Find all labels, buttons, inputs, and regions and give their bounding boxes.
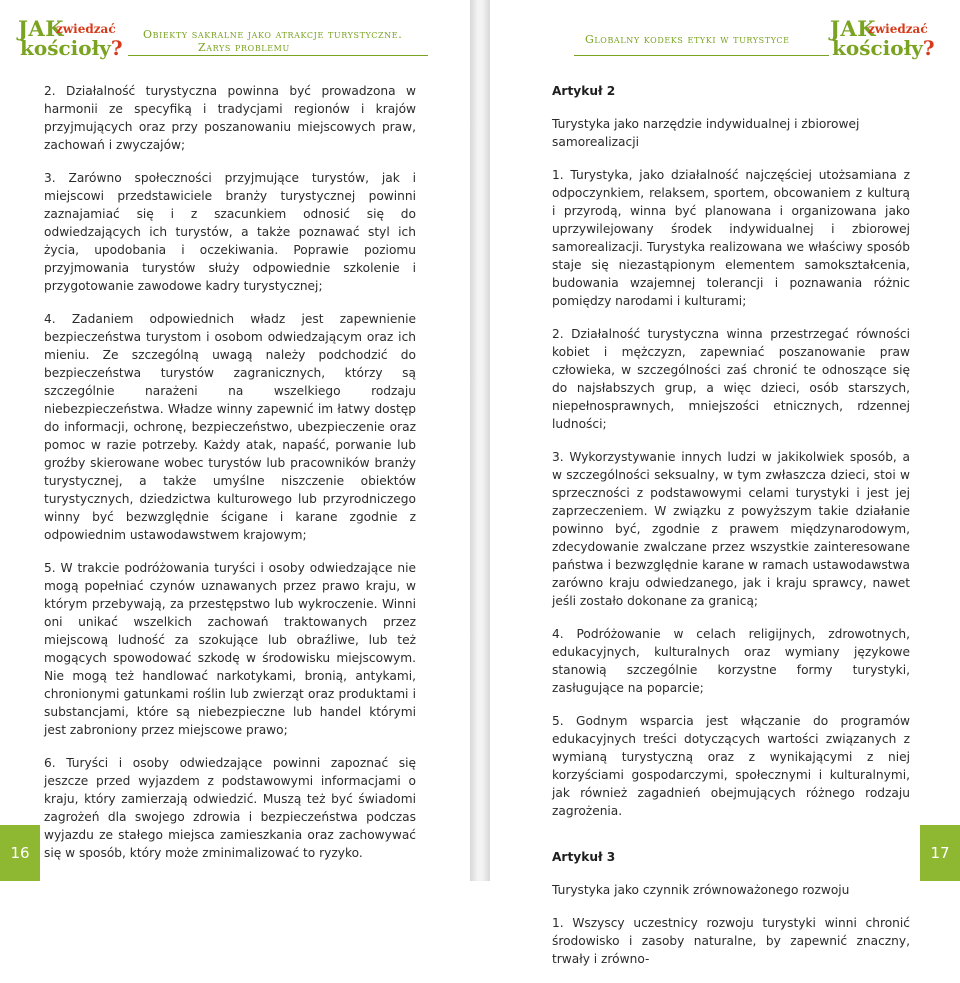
logo-zwiedzac: zwiedzać — [868, 22, 928, 36]
article-3-title: Artykuł 3 — [552, 850, 616, 864]
paragraph: 1. Turystyka, jako działalność najczęściej utożsamiana z odpoczynkiem, relaksem, sportem, obcowaniem z kulturą i przyrodą, winna być planowana i organizowana jako uprzywilejowany środek indywidualnej i zbiorowej samorealizacji. Turystyka realizowana we właściwy sposób staje się niezastąpionym elementem samokształcenia, budowania wzajemnej tolerancji i poznawania różnic pomiędzy narodami i kulturami; — [552, 168, 910, 308]
right-body-text — [552, 82, 910, 983]
logo-jak: JAK — [18, 16, 64, 41]
paragraph: 2. Działalność turystyczna winna przestrzegać równości kobiet i mężczyzn, zapewniać poszanowanie praw człowieka, w szczególności zaś chronić te odnoszące się do najsłabszych grup, a więc dzieci, osób starszych, niepełnosprawnych, mniejszości etnicznych, rdzennej ludności; — [552, 327, 910, 431]
paragraph: 3. Wykorzystywanie innych ludzi w jakikolwiek sposób, a w szczególności seksualny, w tym zwłaszcza dzieci, stoi w sprzeczności z podstawowymi celami turystyki i jest jej zaprzeczeniem. W związku z powyższym takie działanie powinno być, zgodnie z prawem międzynarodowym, zdecydowanie zwalczane przez wszystkie zainteresowane państwa i bezwzględnie karane w ramach ustawodawstwa zarówno kraju odwiedzanego, jak i kraju sprawcy, nawet jeśli zostało dokonane za granicą; — [552, 450, 910, 608]
logo-zwiedzac: zwiedzać — [56, 22, 116, 36]
logo-left — [18, 18, 138, 58]
article-2-subtitle: Turystyka jako narzędzie indywidualnej i zbiorowej samorealizacji — [552, 117, 860, 149]
book-gutter — [470, 0, 490, 881]
left-body-text — [44, 82, 416, 877]
logo-question-mark: ? — [110, 36, 123, 60]
running-header-right: Globalny kodeks etyki w turystyce — [585, 33, 790, 46]
paragraph: 4. Zadaniem odpowiednich władz jest zapewnienie bezpieczeństwa turystom i osobom odwiedzającym oraz ich mieniu. Ze szczególną uwagą należy podchodzić do bezpieczeństwa turystów zagranicznych, którzy są szczególnie narażeni na wszelkiego rodzaju niebezpieczeństwa. Władze winny zapewnić im łatwy dostęp do informacji, ochronę, bezpieczeństwo, ubezpieczenie oraz pomoc w razie potrzeby. Każdy atak, napaść, porwanie lub groźby skierowane wobec turystów lub pracowników branży turystycznej, a także umyślne niszczenie obiektów turystycznych, dziedzictwa kulturowego lub przyrodniczego winny być bezwzględnie ścigane i karane zgodnie z odpowiednim ustawodawstwem krajowym; — [44, 312, 416, 542]
page-number-left: 16 — [0, 825, 40, 881]
paragraph: 2. Działalność turystyczna powinna być prowadzona w harmonii ze specyfiką i tradycjami regionów i krajów przyjmujących oraz przy poszanowaniu miejscowych praw, zachowań i zwyczajów; — [44, 84, 416, 152]
logo-right — [830, 18, 950, 58]
logo-koscioly — [20, 37, 123, 59]
paragraph: 5. Godnym wsparcia jest włączanie do programów edukacyjnych treści dotyczących wartości związanych z wymianą turystyczną oraz z wynikającymi z niej korzyściami gospodarczymi, społecznymi i kulturalnymi, jak również zagadnień obejmujących różnego rodzaju zagrożenia. — [552, 714, 910, 818]
page-number-right: 17 — [920, 825, 960, 881]
paragraph: 3. Zarówno społeczności przyjmujące turystów, jak i miejscowi przedstawiciele branży turystycznej powinni zaznajamiać się i z szacunkiem odnosić się do odwiedzających ich turystów, a także poznawać styl ich życia, upodobania i oczekiwania. Poprawie poziomu przyjmowania turystów służy odpowiednie szkolenie i przygotowanie zawodowe kadry turystycznej; — [44, 171, 416, 293]
running-header-left-line1: Obiekty sakralne jako atrakcje turystyczne. — [143, 28, 403, 41]
logo-koscioly-text: kościoły — [832, 36, 923, 60]
paragraph: 5. W trakcie podróżowania turyści i osoby odwiedzające nie mogą popełniać czynów uznawanych przez prawo kraju, w którym przebywają, za przestępstwo lub wykroczenie. Winni oni unikać wszelkich zachowań traktowanych przez miejscową ludność za szokujące lub obraźliwe, lub też mogących spowodować szkodę w środowisku miejscowym. Nie mogą też handlować narkotykami, bronią, antykami, chronionymi gatunkami roślin lub zwierząt oraz produktami i substancjami, które są niebezpieczne lub handel którymi jest zabroniony przez miejscowe prawo; — [44, 561, 416, 737]
running-header-left — [143, 28, 413, 54]
header-rule-left — [128, 55, 428, 56]
logo-question-mark: ? — [922, 36, 935, 60]
article-3-subtitle: Turystyka jako czynnik zrównoważonego rozwoju — [552, 883, 850, 897]
paragraph: 6. Turyści i osoby odwiedzające powinni zapoznać się jeszcze przed wyjazdem z podstawowymi informacjami o kraju, który zamierzają odwiedzić. Muszą też być świadomi zagrożeń dla swojego zdrowia i bezpieczeństwa podczas wyjazdu ze stałego miejsca zamieszkania oraz zachowywać się w sposób, który może zminimalizować to ryzyko. — [44, 756, 416, 860]
paragraph: 1. Wszyscy uczestnicy rozwoju turystyki winni chronić środowisko i zasoby naturalne, by zapewnić znaczny, trwały i zrówno- — [552, 916, 910, 966]
left-page — [0, 0, 470, 881]
right-page — [490, 0, 960, 966]
running-header-left-line2: Zarys problemu — [198, 41, 290, 54]
paragraph: 4. Podróżowanie w celach religijnych, zdrowotnych, edukacyjnych, kulturalnych oraz wymiany językowe stanowią szczególnie korzystne formy turystyki, zasługujące na poparcie; — [552, 627, 910, 695]
logo-jak: JAK — [830, 16, 876, 41]
logo-koscioly-text: kościoły — [20, 36, 111, 60]
header-rule-right — [574, 55, 829, 56]
logo-koscioly — [832, 37, 935, 59]
article-2-title: Artykuł 2 — [552, 84, 616, 98]
